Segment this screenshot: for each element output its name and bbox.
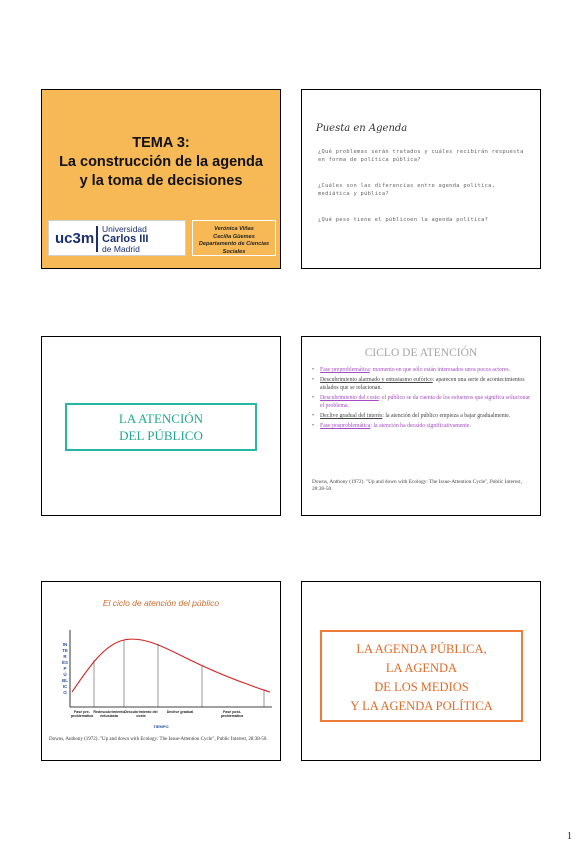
title-line: TEMA 3:	[132, 135, 190, 151]
box-line: DE LOS MEDIOS	[374, 680, 469, 694]
slide-4-ciclo	[301, 336, 541, 516]
university-name	[102, 224, 148, 254]
attention-cycle-diagram	[42, 582, 281, 761]
department: Departamento de Ciencias Sociales	[198, 241, 270, 255]
phase-label: Descubrimiento del coste	[124, 710, 158, 719]
slide-5-chart	[41, 581, 281, 761]
reference: Downs, Anthony (1972). "Up and down with Ecology: The Issue-Attention Cycle", Public Interest, 28:38-50.	[49, 737, 268, 742]
box-line: LA AGENDA	[385, 661, 458, 675]
list-item	[312, 413, 534, 420]
section-title-box	[65, 403, 257, 451]
slide-1-title	[41, 89, 281, 269]
logo-divider	[96, 226, 98, 252]
reference: Downs, Anthony (1972). "Up and down with Ecology: The Issue-Attention Cycle", Public Interest, 28:38-50.	[312, 479, 522, 492]
question: ¿Qué peso tiene el públicoen la agenda política?	[318, 217, 489, 223]
list-item	[312, 367, 534, 374]
slide-3-atencion	[41, 336, 281, 516]
box-line: LA AGENDA PÚBLICA,	[356, 642, 487, 656]
phase-term: Fase posproblemática	[320, 423, 371, 430]
university-line: de Madrid	[102, 244, 140, 254]
chart-title: El ciclo de atención del público	[102, 598, 220, 608]
university-line: Carlos III	[102, 233, 149, 245]
phase-text: : la atención del público empieza a bajar gradualmente.	[382, 413, 511, 420]
phase-label: Fase pre-problemática	[70, 710, 94, 719]
question: ¿Cuáles son las diferencias entre agenda política, mediática y pública?	[318, 183, 496, 197]
slide-title	[42, 134, 280, 191]
phase-text: : la atención ha decaído significativamente.	[370, 423, 471, 430]
slide-2-agenda	[301, 89, 541, 269]
phase-term: Declive gradual del interés	[320, 413, 383, 420]
authors-box	[192, 220, 276, 256]
list-item	[312, 423, 534, 430]
box-line: LA ATENCIÓN	[118, 411, 204, 426]
university-line: Universidad	[102, 224, 147, 234]
phase-label: Redescubrimiento entusiasta	[93, 710, 125, 719]
phase-term: Fase preproblemática	[320, 367, 370, 373]
slide-6-agendas	[301, 581, 541, 761]
university-logo	[48, 220, 186, 256]
question: ¿Qué problemas serán tratados y cuáles recibirán respuesta en forma de política pública?	[318, 149, 524, 163]
y-axis-label: INTERÉS PÚBLICO	[62, 642, 69, 695]
list-item	[312, 395, 534, 410]
slide-heading: CICLO DE ATENCIÓN	[364, 347, 478, 359]
author: Verónica Viñas	[214, 226, 254, 232]
phase-label: Fase post-problemática	[220, 710, 244, 719]
attention-curve	[72, 639, 270, 692]
phase-list	[312, 367, 534, 434]
box-line: Y LA AGENDA POLÍTICA	[350, 699, 493, 713]
x-axis-label: TIEMPO	[153, 724, 169, 729]
page-number: 1	[567, 831, 572, 842]
phase-text: : aparecen una serie de acontecimientos aislados que se relacionan.	[320, 377, 525, 391]
slide-heading: Puesta en Agenda	[316, 123, 408, 134]
phase-text: : momento en que sólo están interesados unos pocos actores.	[369, 367, 511, 373]
phase-label: Declive gradual	[166, 710, 194, 714]
uc3m-logo-text: uc3m	[55, 230, 95, 247]
author: Cecilia Güemes	[213, 233, 255, 240]
title-line: La construcción de la agenda	[59, 154, 263, 170]
list-item	[312, 377, 534, 392]
box-line: DEL PÚBLICO	[119, 428, 203, 443]
phase-term: Descubrimiento del coste	[320, 395, 379, 402]
phase-term: Descubrimiento alarmado y entusiasmo eufórico	[320, 377, 433, 384]
section-title-box	[320, 630, 523, 722]
title-line: y la toma de decisiones	[79, 173, 243, 189]
phase-text: : el público se da cuenta de los esfuerzos que significa solucionar el problema.	[320, 395, 531, 409]
